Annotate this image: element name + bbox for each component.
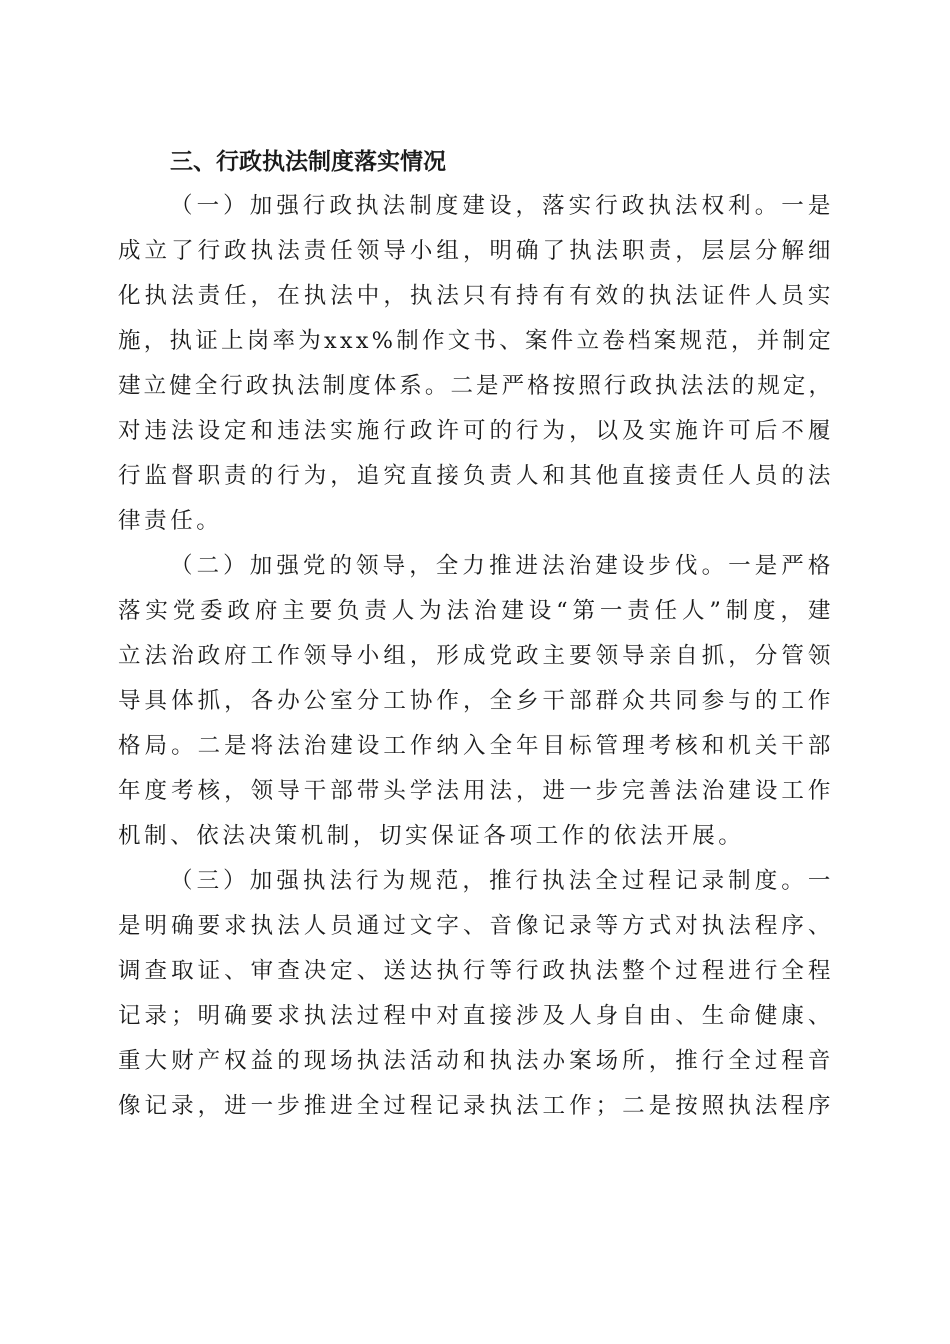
paragraph-line: （一）加强行政执法制度建设，落实行政执法权利。一是 [170, 193, 834, 219]
document-body [118, 140, 834, 1129]
paragraph-line: 重大财产权益的现场执法活动和执法办案场所，推行全过程音 [118, 1048, 834, 1074]
paragraph-line: 机制、依法决策机制，切实保证各项工作的依法开展。 [118, 823, 745, 849]
paragraph-line: 导具体抓，各办公室分工协作，全乡干部群众共同参与的工作 [118, 688, 834, 714]
section-heading: 三、行政执法制度落实情况 [170, 149, 446, 175]
paragraph-line: 成立了行政执法责任领导小组，明确了执法职责，层层分解细 [118, 238, 834, 264]
paragraph-line: 像记录，进一步推进全过程记录执法工作；二是按照执法程序 [118, 1093, 834, 1119]
paragraph-line: 对违法设定和违法实施行政许可的行为，以及实施许可后不履 [118, 418, 834, 444]
paragraph-line: 立法治政府工作领导小组，形成党政主要领导亲自抓，分管领 [118, 643, 834, 669]
paragraph-line: 是明确要求执法人员通过文字、音像记录等方式对执法程序、 [118, 913, 834, 939]
paragraph-3 [118, 859, 834, 1129]
paragraph-line: 施，执证上岗率为xxx%制作文书、案件立卷档案规范，并制定 [118, 328, 834, 354]
paragraph-line: （二）加强党的领导，全力推进法治建设步伐。一是严格 [170, 553, 834, 579]
paragraph-line: 调查取证、审查决定、送达执行等行政执法整个过程进行全程 [118, 958, 834, 984]
paragraph-line: 格局。二是将法治建设工作纳入全年目标管理考核和机关干部 [118, 733, 834, 759]
paragraph-line: （三）加强执法行为规范，推行执法全过程记录制度。一 [170, 868, 834, 894]
paragraph-line: 化执法责任，在执法中，执法只有持有有效的执法证件人员实 [118, 283, 834, 309]
paragraph-line: 律责任。 [118, 508, 223, 534]
paragraph-line: 落实党委政府主要负责人为法治建设“第一责任人”制度，建 [118, 598, 834, 624]
paragraph-line: 建立健全行政执法制度体系。二是严格按照行政执法法的规定， [118, 373, 834, 399]
paragraph-1 [118, 184, 834, 544]
paragraph-2 [118, 544, 834, 859]
paragraph-line: 年度考核，领导干部带头学法用法，进一步完善法治建设工作 [118, 778, 834, 804]
paragraph-line: 记录；明确要求执法过程中对直接涉及人身自由、生命健康、 [118, 1003, 834, 1029]
paragraph-line: 行监督职责的行为，追究直接负责人和其他直接责任人员的法 [118, 463, 834, 489]
